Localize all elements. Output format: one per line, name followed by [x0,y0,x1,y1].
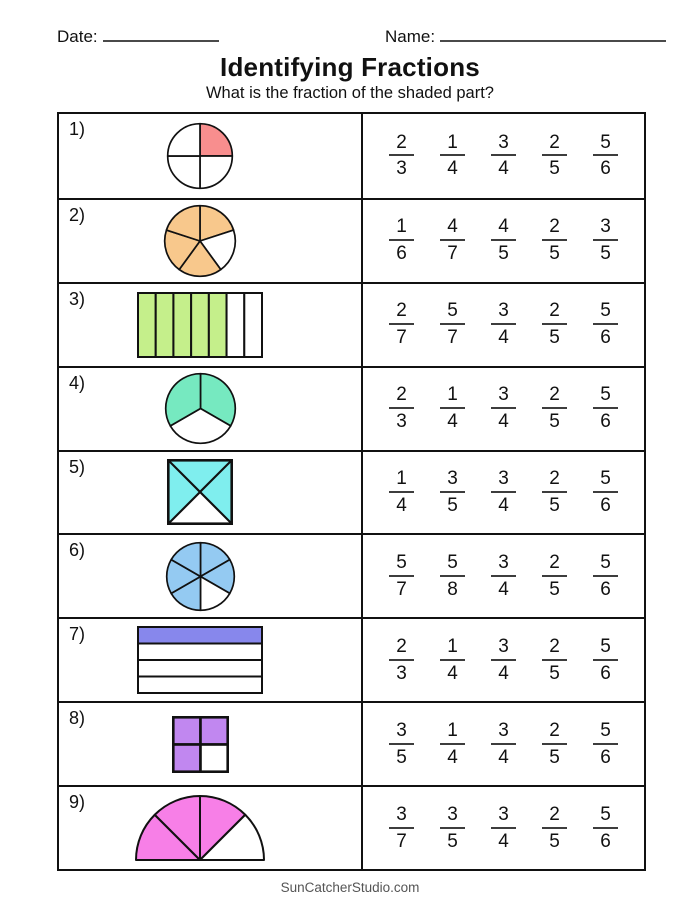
numerator: 5 [600,803,611,825]
fraction-option[interactable] [542,469,567,516]
row-number: 9) [69,792,86,813]
denominator: 5 [549,830,560,852]
name-input-line[interactable] [440,27,666,42]
fraction-bar [440,659,465,661]
answer-options-cell [363,787,644,869]
numerator: 1 [447,719,458,741]
numerator: 3 [498,635,509,657]
fraction-option[interactable] [440,805,465,852]
fraction-option[interactable] [389,469,414,516]
answer-options-cell [363,703,644,785]
denominator: 6 [600,494,611,516]
fraction-option[interactable] [593,301,618,348]
fraction-bar [542,827,567,829]
numerator: 5 [396,551,407,573]
numerator: 2 [549,635,560,657]
fraction-bar [440,491,465,493]
denominator: 5 [600,243,611,265]
fraction-bar [542,743,567,745]
fraction-bar [491,743,516,745]
denominator: 7 [396,327,407,349]
questions-table [57,112,646,871]
numerator: 2 [549,803,560,825]
numerator: 3 [498,803,509,825]
fraction-bar [389,491,414,493]
fraction-bar [593,323,618,325]
fraction-option[interactable] [491,301,516,348]
fraction-bar [593,491,618,493]
table-row [59,198,644,282]
numerator: 2 [396,300,407,322]
denominator: 4 [498,830,509,852]
fraction-option[interactable] [542,301,567,348]
table-row [59,701,644,785]
numerator: 1 [447,635,458,657]
fraction-bar [491,575,516,577]
fraction-shape-circle-3-parts-2-shaded [164,372,237,445]
denominator: 6 [600,746,611,768]
denominator: 5 [549,578,560,600]
fraction-shape-semicircle-4-parts-3-shaded [134,794,266,862]
numerator: 5 [600,300,611,322]
numerator: 3 [396,803,407,825]
numerator: 2 [549,719,560,741]
denominator: 6 [396,243,407,265]
fraction-option[interactable] [491,805,516,852]
fraction-bar [389,239,414,241]
shape-cell [59,619,363,701]
denominator: 4 [498,411,509,433]
page-title: Identifying Fractions [220,52,480,82]
fraction-bar [542,659,567,661]
numerator: 3 [498,384,509,406]
answer-options-cell [363,114,644,198]
numerator: 2 [549,131,560,153]
fraction-bar [542,154,567,156]
denominator: 6 [600,411,611,433]
denominator: 6 [600,830,611,852]
denominator: 4 [447,662,458,684]
numerator: 2 [396,131,407,153]
numerator: 2 [549,384,560,406]
fraction-bar [542,491,567,493]
fraction-bar [491,239,516,241]
fraction-bar [542,407,567,409]
fraction-option[interactable] [542,805,567,852]
fraction-option[interactable] [542,133,567,180]
denominator: 8 [447,578,458,600]
fraction-option[interactable] [593,637,618,684]
shape-cell [59,787,363,869]
answer-options-cell [363,452,644,534]
denominator: 7 [396,578,407,600]
answer-options-cell [363,200,644,282]
fraction-option[interactable] [542,553,567,600]
denominator: 7 [447,243,458,265]
denominator: 5 [498,243,509,265]
numerator: 1 [396,216,407,238]
denominator: 5 [447,494,458,516]
numerator: 3 [600,216,611,238]
numerator: 3 [447,468,458,490]
denominator: 6 [600,578,611,600]
fraction-shape-circle-6-parts-5-shaded [165,541,236,612]
denominator: 5 [447,830,458,852]
numerator: 5 [600,551,611,573]
table-row [59,114,644,198]
fraction-option[interactable] [542,217,567,264]
fraction-bar [389,154,414,156]
row-number: 4) [69,372,86,393]
denominator: 3 [396,662,407,684]
fraction-bar [440,323,465,325]
fraction-shape-bar-7-parts-5-shaded [137,292,263,358]
denominator: 4 [498,662,509,684]
fraction-bar [491,323,516,325]
row-number: 1) [69,119,86,139]
fraction-shape-bar-4-parts-1-shaded [137,626,263,694]
fraction-bar [440,239,465,241]
fraction-bar [491,491,516,493]
numerator: 3 [447,803,458,825]
fraction-option[interactable] [593,469,618,516]
date-label: Date: [57,27,98,46]
row-number: 6) [69,540,86,561]
denominator: 5 [396,746,407,768]
fraction-bar [593,659,618,661]
numerator: 1 [447,131,458,153]
table-row [59,282,644,366]
fraction-option[interactable] [389,637,414,684]
numerator: 5 [600,131,611,153]
denominator: 3 [396,158,407,180]
fraction-bar [440,407,465,409]
answer-options-cell [363,535,644,617]
numerator: 3 [498,719,509,741]
numerator: 2 [549,216,560,238]
numerator: 2 [549,551,560,573]
denominator: 5 [549,746,560,768]
fraction-bar [389,827,414,829]
denominator: 5 [549,327,560,349]
numerator: 5 [600,635,611,657]
fraction-shape-circle-4-parts-1-shaded [166,122,234,190]
fraction-option[interactable] [593,217,618,264]
denominator: 4 [498,327,509,349]
shape-cell [59,452,363,534]
denominator: 5 [549,494,560,516]
fraction-bar [389,407,414,409]
denominator: 4 [396,494,407,516]
fraction-shape-square-diagonals-3-of-4-shaded [167,459,233,525]
fraction-option[interactable] [491,553,516,600]
shape-cell [59,114,363,198]
fraction-bar [491,154,516,156]
denominator: 5 [549,243,560,265]
fraction-option[interactable] [389,553,414,600]
denominator: 4 [498,494,509,516]
numerator: 1 [447,384,458,406]
fraction-bar [440,743,465,745]
footer-credit: SunCatcherStudio.com [280,880,420,895]
fraction-bar [542,239,567,241]
fraction-option[interactable] [389,805,414,852]
row-number: 7) [69,624,86,645]
fraction-bar [593,407,618,409]
fraction-option[interactable] [440,637,465,684]
name-label: Name: [385,27,436,46]
table-row [59,366,644,450]
numerator: 5 [447,551,458,573]
answer-options-cell [363,619,644,701]
numerator: 4 [498,216,509,238]
denominator: 4 [498,158,509,180]
denominator: 6 [600,327,611,349]
shape-cell [59,200,363,282]
row-number: 5) [69,456,86,477]
fraction-option[interactable] [491,385,516,432]
fraction-option[interactable] [593,133,618,180]
numerator: 4 [447,216,458,238]
denominator: 4 [447,746,458,768]
row-number: 3) [69,288,86,309]
fraction-bar [440,827,465,829]
shape-cell [59,535,363,617]
fraction-bar [491,827,516,829]
fraction-option[interactable] [491,469,516,516]
numerator: 5 [600,719,611,741]
answer-options-cell [363,284,644,366]
fraction-option[interactable] [389,301,414,348]
fraction-bar [389,323,414,325]
fraction-bar [593,575,618,577]
numerator: 5 [600,468,611,490]
numerator: 1 [396,468,407,490]
fraction-option[interactable] [542,385,567,432]
fraction-bar [491,659,516,661]
fraction-option[interactable] [440,385,465,432]
denominator: 5 [549,158,560,180]
fraction-option[interactable] [440,301,465,348]
table-row [59,533,644,617]
denominator: 4 [498,746,509,768]
fraction-bar [593,154,618,156]
numerator: 2 [396,384,407,406]
fraction-option[interactable] [542,721,567,768]
shape-cell [59,703,363,785]
numerator: 3 [498,468,509,490]
fraction-option[interactable] [593,721,618,768]
fraction-bar [542,575,567,577]
table-row [59,785,644,869]
fraction-option[interactable] [491,637,516,684]
fraction-option[interactable] [389,133,414,180]
fraction-option[interactable] [440,217,465,264]
numerator: 2 [549,468,560,490]
numerator: 3 [498,300,509,322]
denominator: 3 [396,411,407,433]
fraction-option[interactable] [389,721,414,768]
numerator: 3 [498,131,509,153]
fraction-bar [542,323,567,325]
fraction-option[interactable] [389,217,414,264]
fraction-option[interactable] [593,553,618,600]
table-row [59,450,644,534]
fraction-bar [389,575,414,577]
fraction-option[interactable] [440,721,465,768]
page-subtitle: What is the fraction of the shaded part? [205,84,494,102]
denominator: 7 [396,830,407,852]
fraction-shape-square-grid-3-of-4-shaded [172,716,229,773]
numerator: 3 [498,551,509,573]
shape-cell [59,368,363,450]
fraction-option[interactable] [593,385,618,432]
fraction-bar [389,659,414,661]
fraction-bar [440,154,465,156]
fraction-bar [593,827,618,829]
row-number: 2) [69,204,86,225]
fraction-option[interactable] [593,805,618,852]
fraction-bar [491,407,516,409]
denominator: 4 [447,158,458,180]
fraction-option[interactable] [440,133,465,180]
fraction-option[interactable] [440,469,465,516]
numerator: 2 [549,300,560,322]
fraction-option[interactable] [389,385,414,432]
denominator: 4 [447,411,458,433]
denominator: 5 [549,662,560,684]
fraction-bar [593,743,618,745]
denominator: 4 [498,578,509,600]
date-field [57,27,219,47]
numerator: 5 [600,384,611,406]
answer-options-cell [363,368,644,450]
fraction-bar [389,743,414,745]
shape-cell [59,284,363,366]
fraction-bar [593,239,618,241]
denominator: 7 [447,327,458,349]
row-number: 8) [69,708,86,729]
numerator: 2 [396,635,407,657]
fraction-option[interactable] [491,133,516,180]
fraction-option[interactable] [440,553,465,600]
fraction-option[interactable] [491,721,516,768]
fraction-shape-circle-5-parts-4-shaded [163,204,237,278]
fraction-option[interactable] [491,217,516,264]
denominator: 5 [549,411,560,433]
fraction-bar [440,575,465,577]
denominator: 6 [600,662,611,684]
table-row [59,617,644,701]
fraction-option[interactable] [542,637,567,684]
date-input-line[interactable] [103,27,219,42]
numerator: 5 [447,300,458,322]
denominator: 6 [600,158,611,180]
name-field [385,27,666,47]
numerator: 3 [396,719,407,741]
